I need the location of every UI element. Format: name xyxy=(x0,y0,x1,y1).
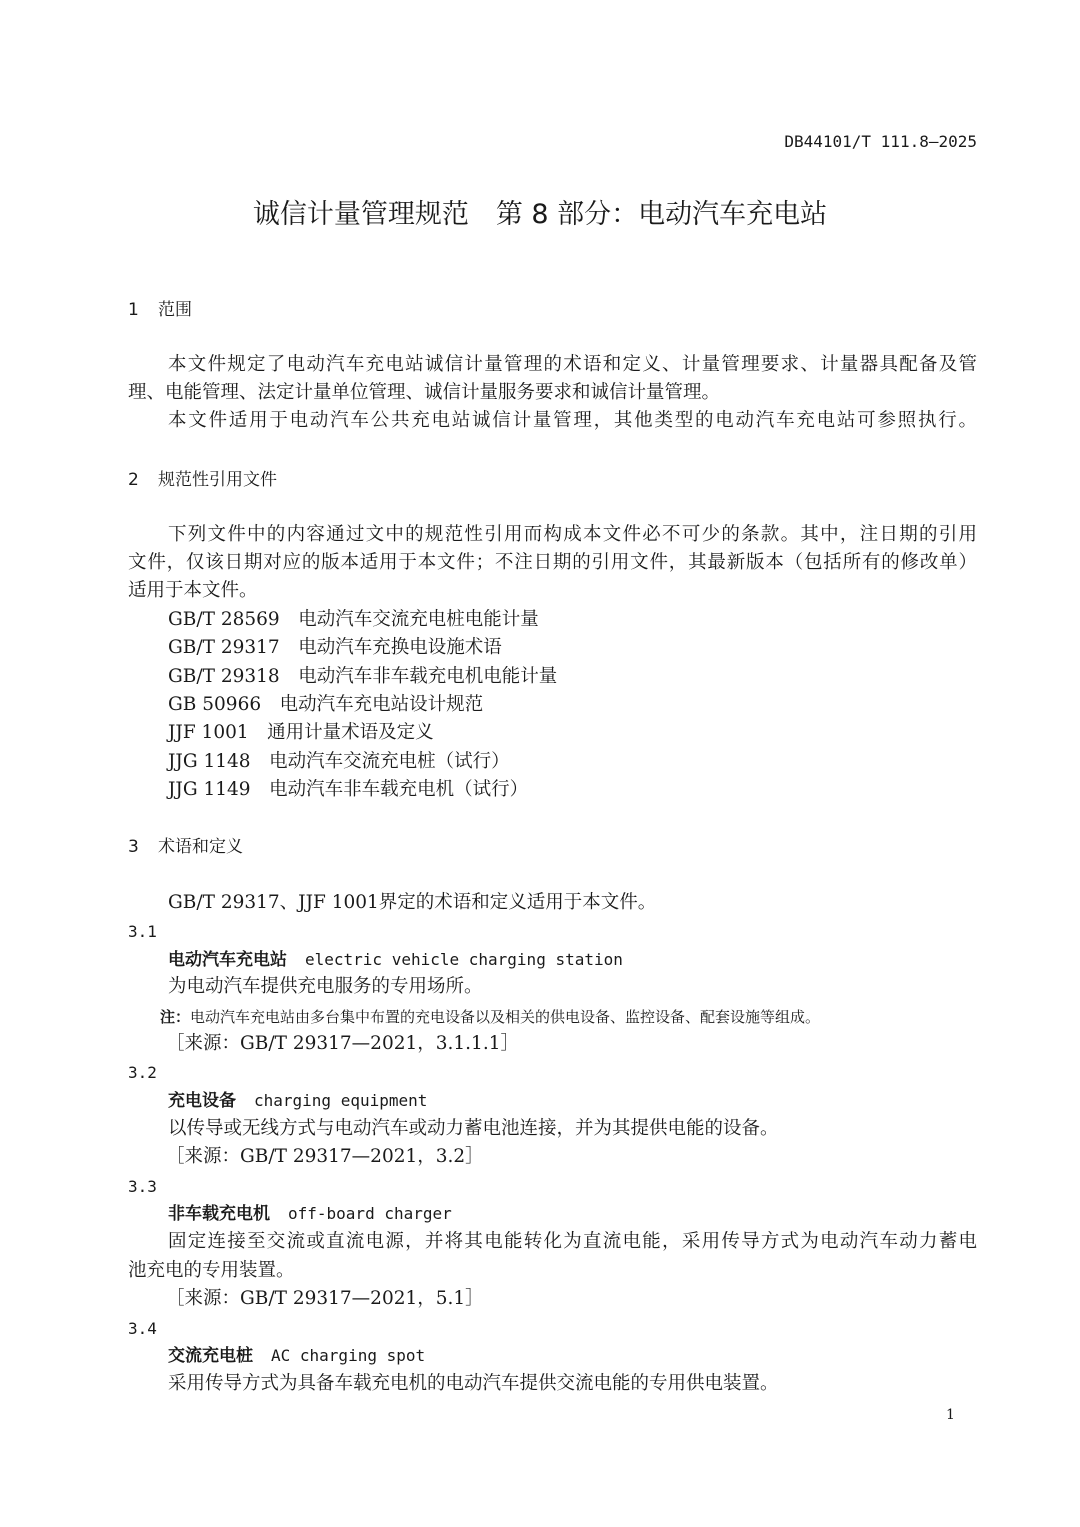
document-title: 诚信计量管理规范 第 8 部分：电动汽车充电站 xyxy=(252,199,828,230)
reference-code: GB/T 29318 xyxy=(168,666,280,687)
section-number: 1 xyxy=(128,300,139,320)
term-source: ［来源：GB/T 29317—2021，5.1］ xyxy=(166,1288,484,1309)
reference-code: JJG 1148 xyxy=(168,751,251,772)
reference-name: 电动汽车交流充电桩（试行） xyxy=(269,751,510,772)
paragraph: GB/T 29317、JJF 1001界定的术语和定义适用于本文件。 xyxy=(168,892,657,913)
section-title: 范围 xyxy=(158,300,192,320)
reference-name: 通用计量术语及定义 xyxy=(267,722,434,743)
page-number: 1 xyxy=(946,1407,955,1423)
term-source: ［来源：GB/T 29317—2021，3.2］ xyxy=(166,1146,484,1167)
reference-item xyxy=(168,721,434,745)
reference-item xyxy=(168,665,557,689)
term-zh: 充电设备 xyxy=(168,1091,236,1111)
note-label: 注： xyxy=(160,1008,191,1026)
term-zh: 非车载充电机 xyxy=(168,1204,270,1224)
reference-code: GB/T 29317 xyxy=(168,637,280,658)
section-number: 3 xyxy=(128,837,139,857)
term-definition: 固定连接至交流或直流电源，并将其电能转化为直流电能，采用传导方式为电动汽车动力蓄电 xyxy=(168,1231,977,1252)
reference-item xyxy=(168,778,528,802)
reference-item xyxy=(168,693,483,717)
term-en: charging equipment xyxy=(254,1091,428,1110)
reference-code: JJG 1149 xyxy=(168,779,251,800)
term-note xyxy=(160,1005,820,1029)
term-heading xyxy=(168,1344,425,1368)
paragraph: 适用于本文件。 xyxy=(128,580,258,601)
section-heading-2 xyxy=(128,468,277,492)
reference-item xyxy=(168,608,539,632)
term-zh: 电动汽车充电站 xyxy=(168,950,287,970)
reference-name: 电动汽车非车载充电机电能计量 xyxy=(298,666,558,687)
term-number: 3.4 xyxy=(128,1319,157,1338)
section-title: 规范性引用文件 xyxy=(158,470,277,490)
section-heading-1 xyxy=(128,298,192,322)
paragraph: 本文件适用于电动汽车公共充电站诚信计量管理，其他类型的电动汽车充电站可参照执行。 xyxy=(168,410,977,431)
note-text: 电动汽车充电站由多台集中布置的充电设备以及相关的供电设备、监控设备、配套设施等组成。 xyxy=(190,1008,821,1026)
term-en: electric vehicle charging station xyxy=(305,950,623,969)
document-number: DB44101/T 111.8—2025 xyxy=(784,132,977,151)
paragraph: 下列文件中的内容通过文中的规范性引用而构成本文件必不可少的条款。其中，注日期的引用 xyxy=(168,524,977,545)
term-en: off-board charger xyxy=(288,1204,452,1223)
section-heading-3 xyxy=(128,835,243,859)
paragraph: 理、电能管理、法定计量单位管理、诚信计量服务要求和诚信计量管理。 xyxy=(128,382,721,403)
reference-code: GB/T 28569 xyxy=(168,609,280,630)
reference-name: 电动汽车充换电设施术语 xyxy=(298,637,502,658)
term-heading xyxy=(168,1089,427,1113)
term-definition: 为电动汽车提供充电服务的专用场所。 xyxy=(168,976,483,997)
reference-name: 电动汽车充电站设计规范 xyxy=(279,694,484,715)
term-zh: 交流充电桩 xyxy=(168,1346,253,1366)
term-definition: 以传导或无线方式与电动汽车或动力蓄电池连接，并为其提供电能的设备。 xyxy=(168,1118,779,1139)
section-number: 2 xyxy=(128,470,139,490)
section-title: 术语和定义 xyxy=(158,837,243,857)
term-source: ［来源：GB/T 29317—2021，3.1.1.1］ xyxy=(166,1033,519,1054)
paragraph: 文件，仅该日期对应的版本适用于本文件；不注日期的引用文件，其最新版本（包括所有的修改单） xyxy=(128,552,977,573)
term-number: 3.3 xyxy=(128,1177,157,1196)
reference-code: GB 50966 xyxy=(168,694,262,715)
term-number: 3.1 xyxy=(128,922,157,941)
term-en: AC charging spot xyxy=(271,1346,426,1365)
reference-item xyxy=(168,750,510,774)
term-number: 3.2 xyxy=(128,1063,157,1082)
term-heading xyxy=(168,1202,452,1226)
paragraph: 本文件规定了电动汽车充电站诚信计量管理的术语和定义、计量管理要求、计量器具配备及管 xyxy=(168,354,977,375)
term-heading xyxy=(168,948,623,972)
reference-name: 电动汽车非车载充电机（试行） xyxy=(269,779,529,800)
reference-name: 电动汽车交流充电桩电能计量 xyxy=(298,609,539,630)
term-definition: 采用传导方式为具备车载充电机的电动汽车提供交流电能的专用供电装置。 xyxy=(168,1373,779,1394)
reference-code: JJF 1001 xyxy=(168,722,249,743)
reference-item xyxy=(168,636,502,660)
term-definition: 池充电的专用装置。 xyxy=(128,1260,295,1281)
